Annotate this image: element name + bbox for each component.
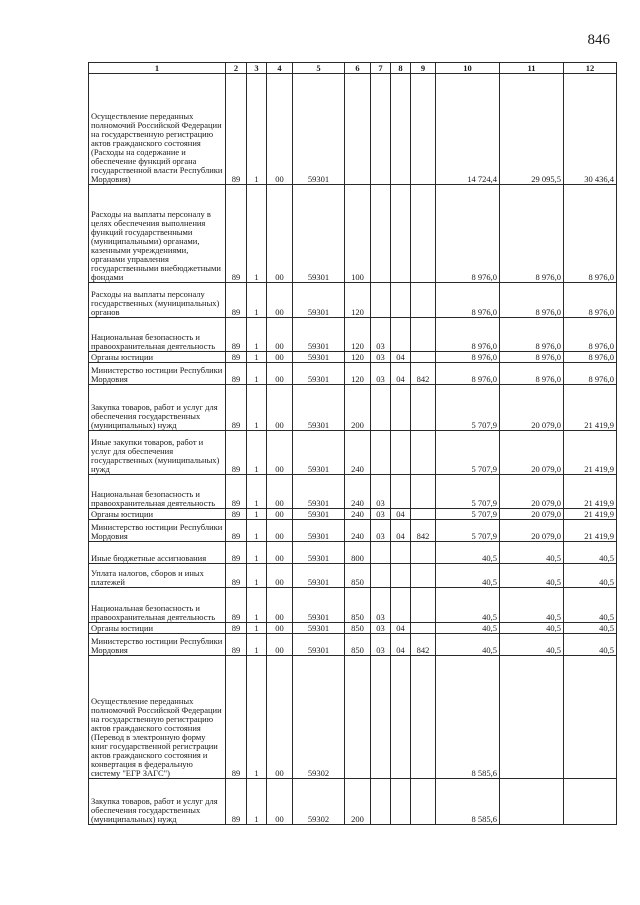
amount-12-cell: 21 419,9 <box>564 475 617 509</box>
amount-12-cell: 8 976,0 <box>564 318 617 352</box>
code-2-cell: 89 <box>226 623 247 634</box>
row-name-cell: Органы юстиции <box>89 509 226 520</box>
amount-12-cell: 40,5 <box>564 634 617 656</box>
code-5-cell: 59301 <box>293 363 345 385</box>
amount-10-cell: 8 976,0 <box>436 363 500 385</box>
table-row <box>89 656 617 779</box>
code-2-cell: 89 <box>226 656 247 779</box>
code-5-cell: 59301 <box>293 283 345 318</box>
code-9-cell <box>411 185 436 283</box>
row-name-cell: Осуществление переданных полномочий Российской Федерации на государственную регистрацию актов гражданского состояния (Расходы на содержание и обеспечение функций органа государственной власти Республики Мордовия) <box>89 74 226 185</box>
code-6-cell: 240 <box>345 431 371 475</box>
code-2-cell: 89 <box>226 542 247 564</box>
amount-12-cell <box>564 656 617 779</box>
column-header: 7 <box>371 63 391 74</box>
table-row <box>89 185 617 283</box>
code-9-cell <box>411 475 436 509</box>
table-row <box>89 779 617 825</box>
amount-10-cell: 8 976,0 <box>436 185 500 283</box>
code-8-cell <box>391 475 411 509</box>
amount-12-cell: 21 419,9 <box>564 385 617 431</box>
code-8-cell <box>391 542 411 564</box>
code-9-cell <box>411 542 436 564</box>
code-9-cell <box>411 623 436 634</box>
amount-12-cell: 21 419,9 <box>564 431 617 475</box>
table-row <box>89 431 617 475</box>
amount-12-cell: 40,5 <box>564 542 617 564</box>
code-5-cell: 59301 <box>293 431 345 475</box>
row-name-cell: Закупка товаров, работ и услуг для обеспечения государственных (муниципальных) нужд <box>89 385 226 431</box>
code-5-cell: 59301 <box>293 385 345 431</box>
code-5-cell: 59301 <box>293 520 345 542</box>
code-9-cell: 842 <box>411 520 436 542</box>
code-3-cell: 1 <box>247 588 267 623</box>
code-5-cell: 59301 <box>293 352 345 363</box>
code-3-cell: 1 <box>247 634 267 656</box>
row-name-cell: Национальная безопасность и правоохранительная деятельность <box>89 588 226 623</box>
code-7-cell: 03 <box>371 475 391 509</box>
code-3-cell: 1 <box>247 509 267 520</box>
amount-11-cell: 8 976,0 <box>500 185 564 283</box>
code-4-cell: 00 <box>267 363 293 385</box>
row-name-cell: Органы юстиции <box>89 352 226 363</box>
table-row <box>89 634 617 656</box>
code-5-cell: 59302 <box>293 656 345 779</box>
amount-12-cell: 40,5 <box>564 588 617 623</box>
code-5-cell: 59301 <box>293 74 345 185</box>
code-4-cell: 00 <box>267 475 293 509</box>
code-6-cell: 240 <box>345 475 371 509</box>
budget-table <box>88 62 617 825</box>
code-2-cell: 89 <box>226 564 247 588</box>
code-6-cell: 120 <box>345 363 371 385</box>
code-3-cell: 1 <box>247 385 267 431</box>
amount-10-cell: 40,5 <box>436 623 500 634</box>
amount-12-cell <box>564 779 617 825</box>
code-3-cell: 1 <box>247 318 267 352</box>
code-7-cell: 03 <box>371 363 391 385</box>
code-8-cell <box>391 74 411 185</box>
code-6-cell: 240 <box>345 520 371 542</box>
code-5-cell: 59301 <box>293 623 345 634</box>
column-header: 6 <box>345 63 371 74</box>
code-7-cell: 03 <box>371 318 391 352</box>
amount-12-cell: 8 976,0 <box>564 185 617 283</box>
code-5-cell: 59301 <box>293 318 345 352</box>
code-6-cell: 100 <box>345 185 371 283</box>
table-row <box>89 74 617 185</box>
code-7-cell: 03 <box>371 509 391 520</box>
code-6-cell: 800 <box>345 542 371 564</box>
code-2-cell: 89 <box>226 185 247 283</box>
table-row <box>89 520 617 542</box>
amount-12-cell: 8 976,0 <box>564 352 617 363</box>
code-9-cell <box>411 509 436 520</box>
amount-12-cell: 30 436,4 <box>564 74 617 185</box>
code-6-cell: 850 <box>345 623 371 634</box>
code-9-cell <box>411 431 436 475</box>
amount-11-cell: 40,5 <box>500 588 564 623</box>
code-8-cell: 04 <box>391 509 411 520</box>
amount-11-cell <box>500 779 564 825</box>
code-9-cell <box>411 564 436 588</box>
code-3-cell: 1 <box>247 779 267 825</box>
column-header: 12 <box>564 63 617 74</box>
code-6-cell <box>345 656 371 779</box>
amount-11-cell: 40,5 <box>500 564 564 588</box>
table-row <box>89 363 617 385</box>
code-7-cell: 03 <box>371 352 391 363</box>
page-number: 846 <box>587 32 610 48</box>
row-name-cell: Иные закупки товаров, работ и услуг для обеспечения государственных (муниципальных) нужд <box>89 431 226 475</box>
code-4-cell: 00 <box>267 185 293 283</box>
code-2-cell: 89 <box>226 283 247 318</box>
code-2-cell: 89 <box>226 520 247 542</box>
code-8-cell <box>391 283 411 318</box>
code-4-cell: 00 <box>267 509 293 520</box>
code-2-cell: 89 <box>226 779 247 825</box>
amount-10-cell: 14 724,4 <box>436 74 500 185</box>
code-2-cell: 89 <box>226 431 247 475</box>
code-2-cell: 89 <box>226 363 247 385</box>
code-4-cell: 00 <box>267 588 293 623</box>
code-2-cell: 89 <box>226 74 247 185</box>
amount-11-cell: 40,5 <box>500 634 564 656</box>
code-6-cell: 850 <box>345 588 371 623</box>
code-7-cell: 03 <box>371 634 391 656</box>
code-8-cell <box>391 564 411 588</box>
code-9-cell <box>411 588 436 623</box>
table-row <box>89 385 617 431</box>
row-name-cell: Иные бюджетные ассигнования <box>89 542 226 564</box>
row-name-cell: Министерство юстиции Республики Мордовия <box>89 520 226 542</box>
code-5-cell: 59302 <box>293 779 345 825</box>
code-2-cell: 89 <box>226 475 247 509</box>
code-8-cell: 04 <box>391 623 411 634</box>
code-7-cell <box>371 564 391 588</box>
amount-11-cell: 8 976,0 <box>500 363 564 385</box>
header-row <box>89 63 617 74</box>
code-9-cell <box>411 283 436 318</box>
code-3-cell: 1 <box>247 363 267 385</box>
table-row <box>89 542 617 564</box>
code-3-cell: 1 <box>247 656 267 779</box>
code-5-cell: 59301 <box>293 509 345 520</box>
amount-12-cell: 8 976,0 <box>564 283 617 318</box>
code-4-cell: 00 <box>267 520 293 542</box>
table-row <box>89 475 617 509</box>
code-7-cell <box>371 283 391 318</box>
code-8-cell <box>391 318 411 352</box>
code-7-cell <box>371 656 391 779</box>
amount-12-cell: 40,5 <box>564 564 617 588</box>
code-8-cell: 04 <box>391 352 411 363</box>
amount-10-cell: 8 585,6 <box>436 656 500 779</box>
amount-10-cell: 40,5 <box>436 542 500 564</box>
code-6-cell: 850 <box>345 634 371 656</box>
table-body <box>89 74 617 825</box>
column-header: 10 <box>436 63 500 74</box>
column-header: 1 <box>89 63 226 74</box>
code-2-cell: 89 <box>226 509 247 520</box>
code-9-cell <box>411 318 436 352</box>
amount-11-cell: 8 976,0 <box>500 318 564 352</box>
code-3-cell: 1 <box>247 564 267 588</box>
table-row <box>89 588 617 623</box>
amount-11-cell: 20 079,0 <box>500 431 564 475</box>
amount-10-cell: 8 976,0 <box>436 283 500 318</box>
code-6-cell: 120 <box>345 283 371 318</box>
amount-10-cell: 5 707,9 <box>436 475 500 509</box>
column-header: 2 <box>226 63 247 74</box>
code-5-cell: 59301 <box>293 588 345 623</box>
row-name-cell: Закупка товаров, работ и услуг для обеспечения государственных (муниципальных) нужд <box>89 779 226 825</box>
amount-10-cell: 8 976,0 <box>436 318 500 352</box>
code-6-cell: 850 <box>345 564 371 588</box>
code-3-cell: 1 <box>247 352 267 363</box>
row-name-cell: Национальная безопасность и правоохранительная деятельность <box>89 475 226 509</box>
code-4-cell: 00 <box>267 431 293 475</box>
code-5-cell: 59301 <box>293 475 345 509</box>
amount-11-cell: 8 976,0 <box>500 352 564 363</box>
table-row <box>89 509 617 520</box>
amount-11-cell: 29 095,5 <box>500 74 564 185</box>
code-4-cell: 00 <box>267 656 293 779</box>
row-name-cell: Министерство юстиции Республики Мордовия <box>89 363 226 385</box>
code-3-cell: 1 <box>247 520 267 542</box>
amount-11-cell: 20 079,0 <box>500 509 564 520</box>
code-8-cell <box>391 779 411 825</box>
code-7-cell <box>371 185 391 283</box>
code-9-cell <box>411 74 436 185</box>
code-9-cell <box>411 385 436 431</box>
table-row <box>89 283 617 318</box>
code-4-cell: 00 <box>267 564 293 588</box>
code-8-cell <box>391 431 411 475</box>
code-4-cell: 00 <box>267 542 293 564</box>
code-3-cell: 1 <box>247 623 267 634</box>
column-header: 4 <box>267 63 293 74</box>
amount-10-cell: 8 976,0 <box>436 352 500 363</box>
code-6-cell: 200 <box>345 779 371 825</box>
row-name-cell: Министерство юстиции Республики Мордовия <box>89 634 226 656</box>
amount-10-cell: 40,5 <box>436 634 500 656</box>
code-4-cell: 00 <box>267 352 293 363</box>
amount-10-cell: 8 585,6 <box>436 779 500 825</box>
table-row <box>89 623 617 634</box>
amount-11-cell: 40,5 <box>500 623 564 634</box>
row-name-cell: Уплата налогов, сборов и иных платежей <box>89 564 226 588</box>
table-row <box>89 564 617 588</box>
code-8-cell: 04 <box>391 363 411 385</box>
code-3-cell: 1 <box>247 74 267 185</box>
amount-11-cell <box>500 656 564 779</box>
table-row <box>89 352 617 363</box>
code-5-cell: 59301 <box>293 542 345 564</box>
code-9-cell: 842 <box>411 634 436 656</box>
code-6-cell: 200 <box>345 385 371 431</box>
code-8-cell <box>391 185 411 283</box>
code-7-cell: 03 <box>371 623 391 634</box>
code-6-cell: 240 <box>345 509 371 520</box>
code-9-cell <box>411 779 436 825</box>
code-4-cell: 00 <box>267 779 293 825</box>
code-4-cell: 00 <box>267 623 293 634</box>
amount-11-cell: 20 079,0 <box>500 385 564 431</box>
code-4-cell: 00 <box>267 634 293 656</box>
code-8-cell: 04 <box>391 520 411 542</box>
code-8-cell <box>391 588 411 623</box>
amount-12-cell: 40,5 <box>564 623 617 634</box>
row-name-cell: Органы юстиции <box>89 623 226 634</box>
code-7-cell: 03 <box>371 520 391 542</box>
code-9-cell <box>411 352 436 363</box>
row-name-cell: Расходы на выплаты персоналу государственных (муниципальных) органов <box>89 283 226 318</box>
amount-10-cell: 40,5 <box>436 588 500 623</box>
amount-10-cell: 40,5 <box>436 564 500 588</box>
column-header: 9 <box>411 63 436 74</box>
code-3-cell: 1 <box>247 542 267 564</box>
amount-12-cell: 8 976,0 <box>564 363 617 385</box>
code-7-cell <box>371 74 391 185</box>
code-7-cell <box>371 779 391 825</box>
code-8-cell <box>391 385 411 431</box>
amount-10-cell: 5 707,9 <box>436 520 500 542</box>
code-2-cell: 89 <box>226 634 247 656</box>
code-4-cell: 00 <box>267 74 293 185</box>
code-7-cell: 03 <box>371 588 391 623</box>
code-3-cell: 1 <box>247 185 267 283</box>
code-4-cell: 00 <box>267 318 293 352</box>
code-2-cell: 89 <box>226 318 247 352</box>
table-row <box>89 318 617 352</box>
amount-12-cell: 21 419,9 <box>564 520 617 542</box>
amount-11-cell: 20 079,0 <box>500 475 564 509</box>
row-name-cell: Осуществление переданных полномочий Российской Федерации на государственную регистрацию актов гражданского состояния (Перевод в электронную форму книг государственной регистрации актов гражданского состояния и конвертация в федеральную систему "ЕГР ЗАГС") <box>89 656 226 779</box>
code-7-cell <box>371 542 391 564</box>
code-2-cell: 89 <box>226 385 247 431</box>
amount-11-cell: 8 976,0 <box>500 283 564 318</box>
row-name-cell: Расходы на выплаты персоналу в целях обеспечения выполнения функций государственными (муниципальными) органами, казенными учреждениями, органами управления государственными внебюджетными фондами <box>89 185 226 283</box>
code-6-cell: 120 <box>345 318 371 352</box>
code-6-cell: 120 <box>345 352 371 363</box>
code-4-cell: 00 <box>267 283 293 318</box>
code-2-cell: 89 <box>226 352 247 363</box>
code-7-cell <box>371 385 391 431</box>
amount-10-cell: 5 707,9 <box>436 509 500 520</box>
code-5-cell: 59301 <box>293 185 345 283</box>
code-5-cell: 59301 <box>293 634 345 656</box>
row-name-cell: Национальная безопасность и правоохранительная деятельность <box>89 318 226 352</box>
code-2-cell: 89 <box>226 588 247 623</box>
code-3-cell: 1 <box>247 475 267 509</box>
code-7-cell <box>371 431 391 475</box>
amount-10-cell: 5 707,9 <box>436 431 500 475</box>
code-9-cell: 842 <box>411 363 436 385</box>
code-6-cell <box>345 74 371 185</box>
amount-11-cell: 40,5 <box>500 542 564 564</box>
column-header: 8 <box>391 63 411 74</box>
column-header: 3 <box>247 63 267 74</box>
code-3-cell: 1 <box>247 283 267 318</box>
amount-10-cell: 5 707,9 <box>436 385 500 431</box>
code-8-cell <box>391 656 411 779</box>
amount-12-cell: 21 419,9 <box>564 509 617 520</box>
code-5-cell: 59301 <box>293 564 345 588</box>
code-9-cell <box>411 656 436 779</box>
amount-11-cell: 20 079,0 <box>500 520 564 542</box>
column-header: 11 <box>500 63 564 74</box>
code-3-cell: 1 <box>247 431 267 475</box>
code-8-cell: 04 <box>391 634 411 656</box>
code-4-cell: 00 <box>267 385 293 431</box>
column-header: 5 <box>293 63 345 74</box>
